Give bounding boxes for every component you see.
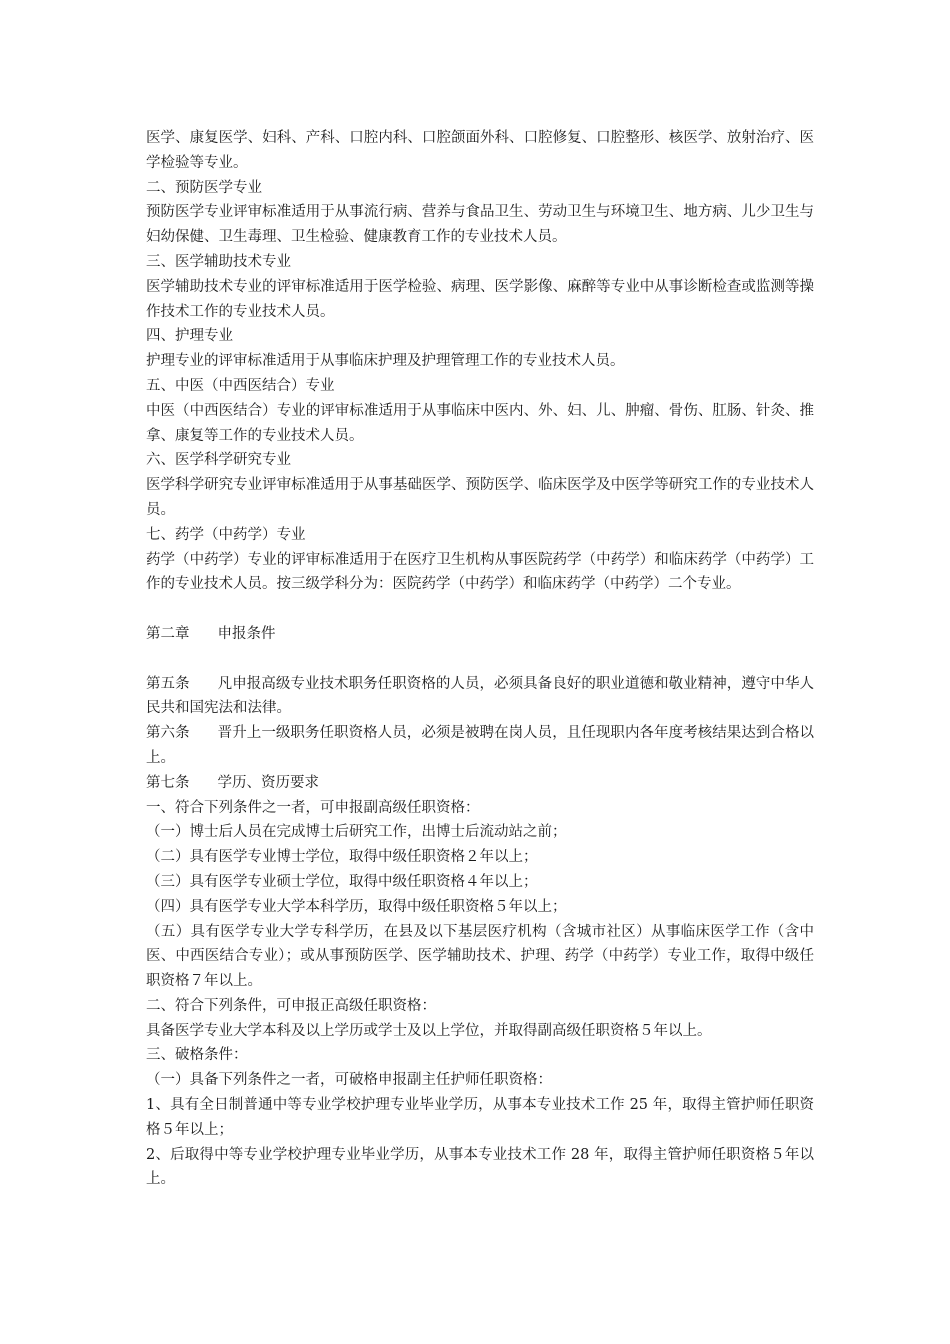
section2-heading: 二、预防医学专业 — [146, 179, 262, 196]
section6-heading: 六、医学科学研究专业 — [146, 452, 291, 469]
item1-1: （一）博士后人员在完成博士后研究工作，出博士后流动站之前； — [146, 824, 567, 841]
section6-body: 医学科学研究专业评审标准适用于从事基础医学、预防医学、临床医学及中医学等研究工作的专业技术人员。 — [146, 477, 814, 518]
item2-heading: 二、符合下列条件，可申报正高级任职资格： — [146, 997, 436, 1014]
chapter-title: 申报条件 — [217, 625, 276, 642]
article-6-number: 第六条 — [146, 725, 190, 742]
section3-heading: 三、医学辅助技术专业 — [146, 253, 291, 270]
article-7 — [146, 771, 814, 796]
section3-body: 医学辅助技术专业的评审标准适用于医学检验、病理、医学影像、麻醉等专业中从事诊断检查或监测等操作技术工作的专业技术人员。 — [146, 278, 814, 320]
chapter-number: 第二章 — [146, 625, 190, 642]
document-body — [146, 126, 814, 1192]
item1-3: （三）具有医学专业硕士学位，取得中级任职资格４年以上； — [146, 873, 538, 890]
item2-body: 具备医学专业大学本科及以上学历或学士及以上学位，并取得副高级任职资格５年以上。 — [146, 1022, 712, 1039]
article-7-body: 学历、资历要求 — [217, 774, 319, 791]
item3-heading: 三、破格条件： — [146, 1047, 248, 1064]
section2-body: 预防医学专业评审标准适用于从事流行病、营养与食品卫生、劳动卫生与环境卫生、地方病、儿少卫生与妇幼保健、卫生毒理、卫生检验、健康教育工作的专业技术人员。 — [146, 204, 814, 246]
section7-body: 药学（中药学）专业的评审标准适用于在医疗卫生机构从事医院药学（中药学）和临床药学（中药学）工作的专业技术人员。按三级学科分为：医院药学（中药学）和临床药学（中药学）二个专业。 — [146, 551, 814, 593]
section7-heading: 七、药学（中药学）专业 — [146, 526, 306, 543]
section4-heading: 四、护理专业 — [146, 328, 233, 345]
section4-body: 护理专业的评审标准适用于从事临床护理及护理管理工作的专业技术人员。 — [146, 353, 625, 370]
spacer — [146, 647, 814, 672]
article-5 — [146, 672, 814, 722]
item3-1-2: 2、后取得中等专业学校护理专业毕业学历，从事本专业技术工作 28 年，取得主管护师任职资格５年以上。 — [146, 1146, 814, 1188]
item1-4: （四）具有医学专业大学本科学历，取得中级任职资格５年以上； — [146, 898, 567, 915]
article-5-body: 凡申报高级专业技术职务任职资格的人员，必须具备良好的职业道德和敬业精神，遵守中华人民共和国宪法和法律。 — [146, 675, 815, 717]
item3-1: （一）具备下列条件之一者，可破格申报副主任护师任职资格： — [146, 1072, 552, 1089]
article-5-number: 第五条 — [146, 675, 190, 692]
spacer — [146, 597, 814, 622]
article-7-number: 第七条 — [146, 774, 190, 791]
chapter-heading — [146, 622, 814, 647]
section1-continuation: 医学、康复医学、妇科、产科、口腔内科、口腔颌面外科、口腔修复、口腔整形、核医学、放射治疗、医学检验等专业。 — [146, 130, 814, 171]
article-6 — [146, 721, 814, 771]
article-6-body: 晋升上一级职务任职资格人员，必须是被聘在岗人员，且任现职内各年度考核结果达到合格以上。 — [146, 725, 815, 766]
section5-heading: 五、中医（中西医结合）专业 — [146, 377, 335, 394]
item1-heading: 一、符合下列条件之一者，可申报副高级任职资格： — [146, 799, 480, 816]
item1-5: （五）具有医学专业大学专科学历，在县及以下基层医疗机构（含城市社区）从事临床医学工作（含中医、中西医结合专业）；或从事预防医学、医学辅助技术、护理、药学（中药学）专业工作，取得中级任职资格７年以上。 — [146, 923, 814, 990]
item1-2: （二）具有医学专业博士学位，取得中级任职资格２年以上； — [146, 849, 538, 866]
item3-1-1: 1、具有全日制普通中等专业学校护理专业毕业学历，从事本专业技术工作 25 年，取得主管护师任职资格５年以上； — [146, 1097, 814, 1138]
section5-body: 中医（中西医结合）专业的评审标准适用于从事临床中医内、外、妇、儿、肿瘤、骨伤、肛肠、针灸、推拿、康复等工作的专业技术人员。 — [146, 402, 814, 444]
